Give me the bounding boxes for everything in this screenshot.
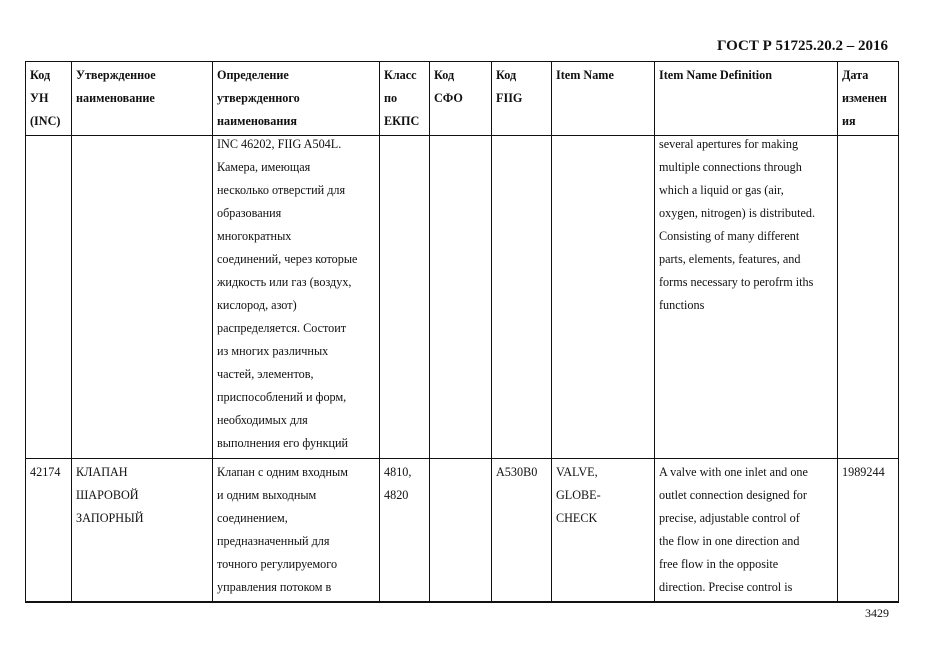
cell-text-line: the flow in one direction and: [659, 534, 800, 548]
cell-text-line: forms necessary to perofrm iths: [659, 275, 814, 289]
header-text-line: Класс: [384, 68, 417, 82]
cell-text-line: из многих различных: [217, 344, 329, 358]
header-text-line: наименования: [217, 114, 297, 128]
cell-text-line: жидкость или газ (воздух,: [217, 275, 352, 289]
header-code-sfo: [430, 62, 492, 136]
cell-definition-ru: [213, 136, 380, 459]
header-definition-ru: [213, 62, 380, 136]
header-text-line: Код: [496, 68, 517, 82]
cell-class-ekps: [380, 459, 430, 603]
header-text-line: Item Name Definition: [659, 68, 773, 82]
header-text-line: наименование: [76, 91, 155, 105]
cell-text-line: parts, elements, features, and: [659, 252, 801, 266]
header-text-line: утвержденного: [217, 91, 300, 105]
cell-code-fiig: [492, 136, 552, 459]
cell-text-line: соединением,: [217, 511, 288, 525]
cell-change-date: [838, 459, 899, 603]
cell-text-line: VALVE,: [556, 465, 598, 479]
cell-text-line: ШАРОВОЙ: [76, 488, 139, 502]
header-code-fiig: [492, 62, 552, 136]
cell-text-line: управления потоком в: [217, 580, 332, 594]
header-text-line: (INC): [30, 114, 61, 128]
cell-text-line: соединений, через которые: [217, 252, 358, 266]
cell-item-name-definition: [655, 136, 838, 459]
header-approved-name: [72, 62, 213, 136]
header-text-line: Код: [434, 68, 455, 82]
header-text-line: по: [384, 91, 398, 105]
cell-text-line: предназначенный для: [217, 534, 330, 548]
table-row: [26, 136, 899, 459]
cell-text-line: и одним выходным: [217, 488, 317, 502]
cell-text-line: CHECK: [556, 511, 598, 525]
cell-approved-name: [72, 136, 213, 459]
cell-text-line: GLOBE-: [556, 488, 601, 502]
cell-code-inc: [26, 136, 72, 459]
table-row: [26, 459, 899, 603]
header-change-date: [838, 62, 899, 136]
header-text-line: изменен: [842, 91, 887, 105]
cell-text-line: 42174: [30, 465, 61, 479]
cell-text-line: ЗАПОРНЫЙ: [76, 511, 144, 525]
cell-item-name-definition: [655, 459, 838, 603]
cell-text-line: несколько отверстий для: [217, 183, 346, 197]
header-text-line: FIIG: [496, 91, 523, 105]
header-text-line: Утвержденное: [76, 68, 156, 82]
cell-text-line: multiple connections through: [659, 160, 802, 174]
cell-definition-ru: [213, 459, 380, 603]
header-text-line: УН: [30, 91, 49, 105]
cell-text-line: which a liquid or gas (air,: [659, 183, 784, 197]
header-text-line: Item Name: [556, 68, 614, 82]
header-text-line: ЕКПС: [384, 114, 420, 128]
cell-item-name: [552, 136, 655, 459]
table-header-row: [26, 62, 899, 136]
cell-text-line: частей, элементов,: [217, 367, 314, 381]
cell-class-ekps: [380, 136, 430, 459]
cell-text-line: многократных: [217, 229, 292, 243]
table-body: [26, 136, 899, 603]
cell-code-inc: [26, 459, 72, 603]
cell-text-line: 1989244: [842, 465, 885, 479]
cell-text-line: необходимых для: [217, 413, 308, 427]
header-text-line: СФО: [434, 91, 463, 105]
cell-code-fiig: [492, 459, 552, 603]
header-text-line: Определение: [217, 68, 289, 82]
page-number: 3429: [865, 606, 889, 620]
cell-text-line: oxygen, nitrogen) is distributed.: [659, 206, 816, 220]
cell-text-line: кислород, азот): [217, 298, 297, 312]
cell-text-line: Камера, имеющая: [217, 160, 311, 174]
header-item-name-definition: [655, 62, 838, 136]
cell-text-line: outlet connection designed for: [659, 488, 807, 502]
cell-text-line: several apertures for making: [659, 137, 799, 151]
cell-text-line: A530B0: [496, 465, 538, 479]
header-text-line: Дата: [842, 68, 869, 82]
classification-table: [25, 61, 899, 603]
document-header: ГОСТ Р 51725.20.2 – 2016: [716, 38, 888, 54]
cell-text-line: functions: [659, 298, 705, 312]
cell-text-line: Consisting of many different: [659, 229, 800, 243]
header-code-inc: [26, 62, 72, 136]
cell-text-line: 4810,: [384, 465, 412, 479]
cell-code-sfo: [430, 136, 492, 459]
cell-text-line: direction. Precise control is: [659, 580, 793, 594]
cell-text-line: точного регулируемого: [217, 557, 338, 571]
cell-text-line: приспособлений и форм,: [217, 390, 347, 404]
cell-text-line: образования: [217, 206, 282, 220]
cell-item-name: [552, 459, 655, 603]
cell-text-line: распределяется. Состоит: [217, 321, 347, 335]
cell-text-line: выполнения его функций: [217, 436, 349, 450]
cell-text-line: Клапан с одним входным: [217, 465, 348, 479]
header-text-line: Код: [30, 68, 51, 82]
cell-code-sfo: [430, 459, 492, 603]
header-text-line: ия: [842, 114, 856, 128]
header-item-name: [552, 62, 655, 136]
cell-text-line: precise, adjustable control of: [659, 511, 800, 525]
cell-text-line: free flow in the opposite: [659, 557, 779, 571]
cell-text-line: INC 46202, FIIG A504L.: [217, 137, 342, 151]
cell-approved-name: [72, 459, 213, 603]
cell-text-line: 4820: [384, 488, 409, 502]
header-class-ekps: [380, 62, 430, 136]
cell-change-date: [838, 136, 899, 459]
cell-text-line: A valve with one inlet and one: [659, 465, 808, 479]
cell-text-line: КЛАПАН: [76, 465, 128, 479]
